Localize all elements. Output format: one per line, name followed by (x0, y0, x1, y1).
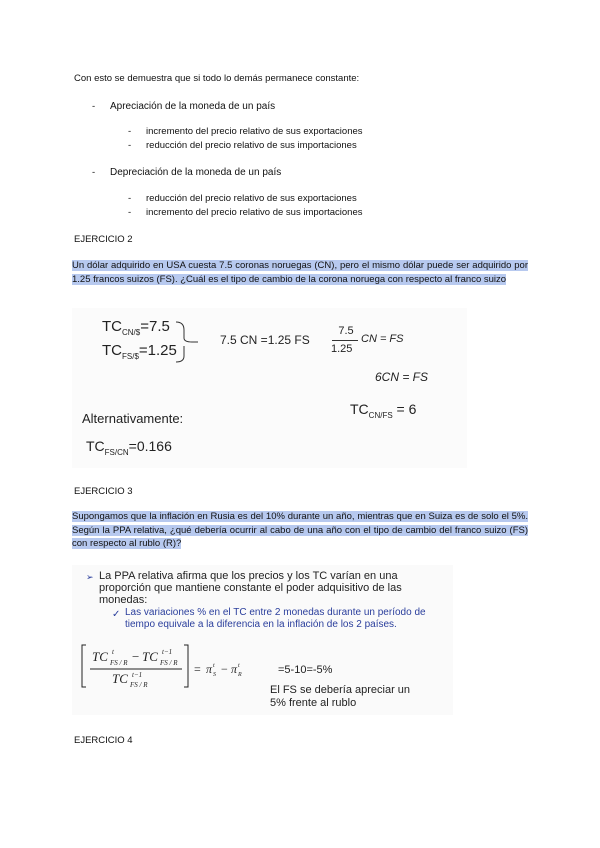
svg-text:−: − (132, 649, 140, 664)
svg-text:t−1: t−1 (162, 648, 173, 656)
figure-ejercicio-3 (72, 565, 453, 715)
svg-text:TC: TC (112, 671, 128, 686)
tc-fs-usd: $TC_{FS/\$}=1.25$ (102, 342, 177, 361)
heading-ejercicio-2: EJERCICIO 2 (74, 234, 133, 245)
svg-text:=: = (194, 662, 201, 676)
calc-result: =5-10=-5% (278, 664, 333, 676)
svg-text:TC: TC (142, 649, 158, 664)
equation-6cn-fs: 6CN = FS (375, 370, 429, 384)
ppa-variation-text: Las variaciones % en el TC entre 2 monedas durante un período de tiempo equivale a la diferencia en la inflación de los 2 países. (125, 607, 426, 630)
highlighted-question-text: Un dólar adquirido en USA cuesta 7.5 coronas noruegas (CN), pero el mismo dólar puede ser adquirido por 1.25 francos suizos (FS). ¿Cuál es el tipo de cambio de la corona noruega con respecto al franco suizo (72, 260, 528, 285)
ppa-formula (80, 643, 260, 691)
fraction-bar (332, 340, 358, 341)
highlighted-question-text: Supongamos que la inflación en Rusia es del 10% durante un año, mientras que en Suiza es de solo el 5%. Según la PPA relativa, ¿qué debería ocurrir al cabo de una año con el tipo de cambio del franco suizo (FS) con respecto al rublo (R)? (72, 511, 528, 550)
fraction-denominator: 1.25 (331, 343, 353, 355)
conclusion-line-1: El FS se debería apreciar un (270, 684, 411, 696)
list-title-depreciacion: Depreciación de la moneda de un país (110, 167, 282, 178)
list-item: incremento del precio relativo de sus importaciones (146, 207, 363, 218)
list-item: incremento del precio relativo de sus exportaciones (146, 126, 363, 137)
sublist-dash: - (128, 126, 132, 137)
equation-cn-fs: 7.5 CN =1.25 FS (220, 333, 310, 347)
fraction-equation-rest: CN = FS (361, 333, 404, 345)
question-ejercicio-2 (72, 259, 528, 286)
svg-text:FS / R: FS / R (110, 659, 128, 667)
sublist-dash: - (128, 193, 132, 204)
brace-icon (172, 320, 202, 364)
svg-text:FS / R: FS / R (130, 681, 148, 689)
tc-fs-cn: $TC_{FS/CN}=0.166$ (86, 438, 172, 457)
heading-ejercicio-4: EJERCICIO 4 (74, 735, 133, 746)
tc-cn-usd: $TC_{CN/\$}=7.5$ (102, 318, 170, 337)
svg-text:FS / R: FS / R (160, 659, 178, 667)
figure-ejercicio-2 (72, 308, 467, 468)
intro-text: Con esto se demuestra que si todo lo demás permanece constante: (74, 73, 360, 84)
svg-text:π: π (206, 662, 213, 676)
question-ejercicio-3 (72, 510, 528, 551)
sublist-dash: - (128, 140, 132, 151)
sublist-dash: - (128, 207, 132, 218)
list-dash: - (92, 167, 96, 178)
svg-text:t: t (213, 663, 215, 669)
svg-text:S: S (213, 672, 216, 678)
heading-ejercicio-3: EJERCICIO 3 (74, 486, 133, 497)
list-item: reducción del precio relativo de sus importaciones (146, 140, 357, 151)
svg-text:−: − (221, 662, 228, 676)
svg-text:π: π (231, 662, 238, 676)
alternativamente-label: Alternativamente: (82, 411, 184, 426)
ppa-definition: La PPA relativa afirma que los precios y los TC varían en una proporción que mantiene constante el poder adquisitivo de las monedas: (99, 570, 402, 606)
svg-text:t: t (238, 663, 240, 669)
svg-text:R: R (238, 672, 242, 678)
fraction-numerator: 7.5 (338, 325, 354, 337)
tc-cn-fs: $TC_{CN/FS} = 6$ (350, 401, 417, 420)
conclusion-line-2: 5% frente al rublo (270, 697, 357, 709)
svg-text:t: t (112, 648, 114, 656)
arrow-bullet-icon: ➢ (86, 572, 94, 582)
svg-text:t−1: t−1 (132, 671, 143, 679)
check-bullet-icon: ✓ (112, 609, 121, 620)
svg-text:TC: TC (92, 649, 108, 664)
list-item: reducción del precio relativo de sus exportaciones (146, 193, 357, 204)
list-dash: - (92, 101, 96, 112)
list-title-apreciacion: Apreciación de la moneda de un país (110, 101, 276, 112)
